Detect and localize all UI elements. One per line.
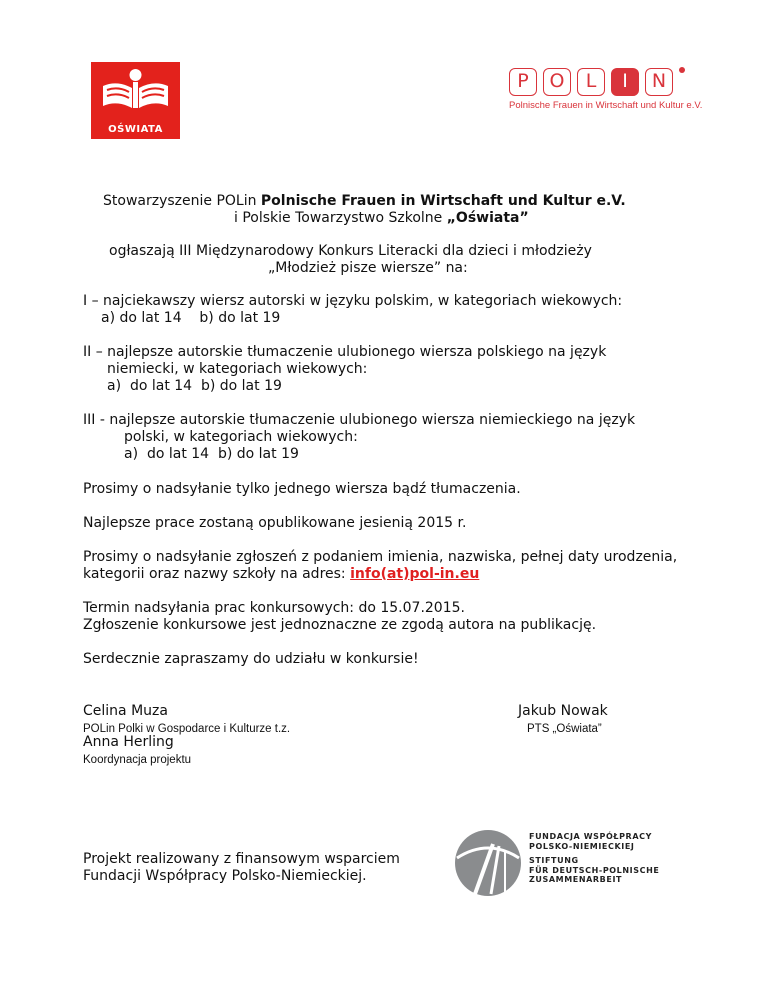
submission-line-2 — [83, 566, 479, 583]
category-2-ages: a) do lat 14 b) do lat 19 — [107, 378, 282, 394]
category-1-ages: a) do lat 14 b) do lat 19 — [101, 310, 281, 326]
polin-letter-p: P — [509, 68, 537, 96]
polin-letter-n: N — [645, 68, 673, 96]
submission-line-1: Prosimy o nadsyłanie zgłoszeń z podaniem imienia, nazwiska, pełnej daty urodzenia, — [83, 549, 678, 565]
header-line-2 — [234, 210, 529, 227]
category-3-ages: a) do lat 14 b) do lat 19 — [124, 446, 299, 462]
fundacja-line-3: STIFTUNG — [529, 856, 579, 865]
header-partner-name: „Oświata” — [446, 210, 529, 226]
fundacja-logo-text — [529, 832, 659, 885]
polin-letter-i: I — [611, 68, 639, 96]
footer-line-2: Fundacji Współpracy Polsko-Niemieckiej. — [83, 868, 367, 884]
header-org-name: Polnische Frauen in Wirtschaft und Kultur e.V. — [260, 193, 626, 209]
category-2-title: II – najlepsze autorskie tłumaczenie ulubionego wiersza polskiego na język — [83, 344, 607, 360]
signatory-1-name: Celina Muza — [83, 703, 168, 719]
polin-letter-l: L — [577, 68, 605, 96]
signatory-2-role: Koordynacja projektu — [83, 754, 192, 766]
signatory-2-name: Anna Herling — [83, 734, 174, 750]
road-globe-icon — [453, 828, 523, 898]
header-line-1 — [103, 193, 626, 210]
polin-logo — [500, 62, 703, 120]
signatory-3-name: Jakub Nowak — [518, 703, 608, 719]
fundacja-logo — [453, 828, 523, 898]
oswiata-logo — [91, 62, 180, 139]
single-entry-note: Prosimy o nadsyłanie tylko jednego wiersza bądź tłumaczenia. — [83, 481, 521, 497]
header-org-prefix: Stowarzyszenie POLin — [103, 193, 261, 209]
category-3-title: III - najlepsze autorskie tłumaczenie ulubionego wiersza niemieckiego na język — [83, 412, 636, 428]
email-link[interactable]: info(at)pol-in.eu — [350, 566, 480, 582]
footer-line-1: Projekt realizowany z finansowym wsparciem — [83, 851, 400, 867]
category-1-title: I – najciekawszy wiersz autorski w języku polskim, w kategoriach wiekowych: — [83, 293, 623, 309]
signatory-3-org: PTS „Oświata” — [527, 723, 602, 735]
category-3-subtitle: polski, w kategoriach wiekowych: — [124, 429, 358, 445]
polin-letter-o: O — [543, 68, 571, 96]
fundacja-line-1: FUNDACJA WSPÓŁPRACY — [529, 832, 652, 841]
publication-note: Najlepsze prace zostaną opublikowane jesienią 2015 r. — [83, 515, 467, 531]
invitation-note: Serdecznie zapraszamy do udziału w konkursie! — [83, 651, 419, 667]
fundacja-line-2: POLSKO-NIEMIECKIEJ — [529, 841, 635, 851]
signatory-1-org: POLin Polki w Gospodarce i Kulturze t.z. — [83, 723, 291, 735]
open-book-icon — [91, 62, 180, 122]
header-partner-prefix: i Polskie Towarzystwo Szkolne — [234, 210, 447, 226]
fundacja-line-4: FÜR DEUTSCH-POLNISCHE — [529, 865, 660, 875]
submission-prefix: kategorii oraz nazwy szkoły na adres: — [83, 566, 351, 582]
fundacja-line-5: ZUSAMMENARBEIT — [529, 875, 623, 884]
polin-dot-icon — [679, 67, 685, 73]
deadline-note: Termin nadsyłania prac konkursowych: do 15.07.2015. — [83, 600, 465, 616]
oswiata-logo-label: OŚWIATA — [108, 124, 163, 135]
consent-note: Zgłoszenie konkursowe jest jednoznaczne ze zgodą autora na publikację. — [83, 617, 597, 633]
category-2-subtitle: niemiecki, w kategoriach wiekowych: — [107, 361, 368, 377]
polin-subtitle: Polnische Frauen in Wirtschaft und Kultur e.V. — [509, 100, 703, 111]
announcement-line-1: ogłaszają III Międzynarodowy Konkurs Literacki dla dzieci i młodzieży — [109, 243, 592, 259]
announcement-line-2: „Młodzież pisze wiersze” na: — [268, 260, 468, 276]
